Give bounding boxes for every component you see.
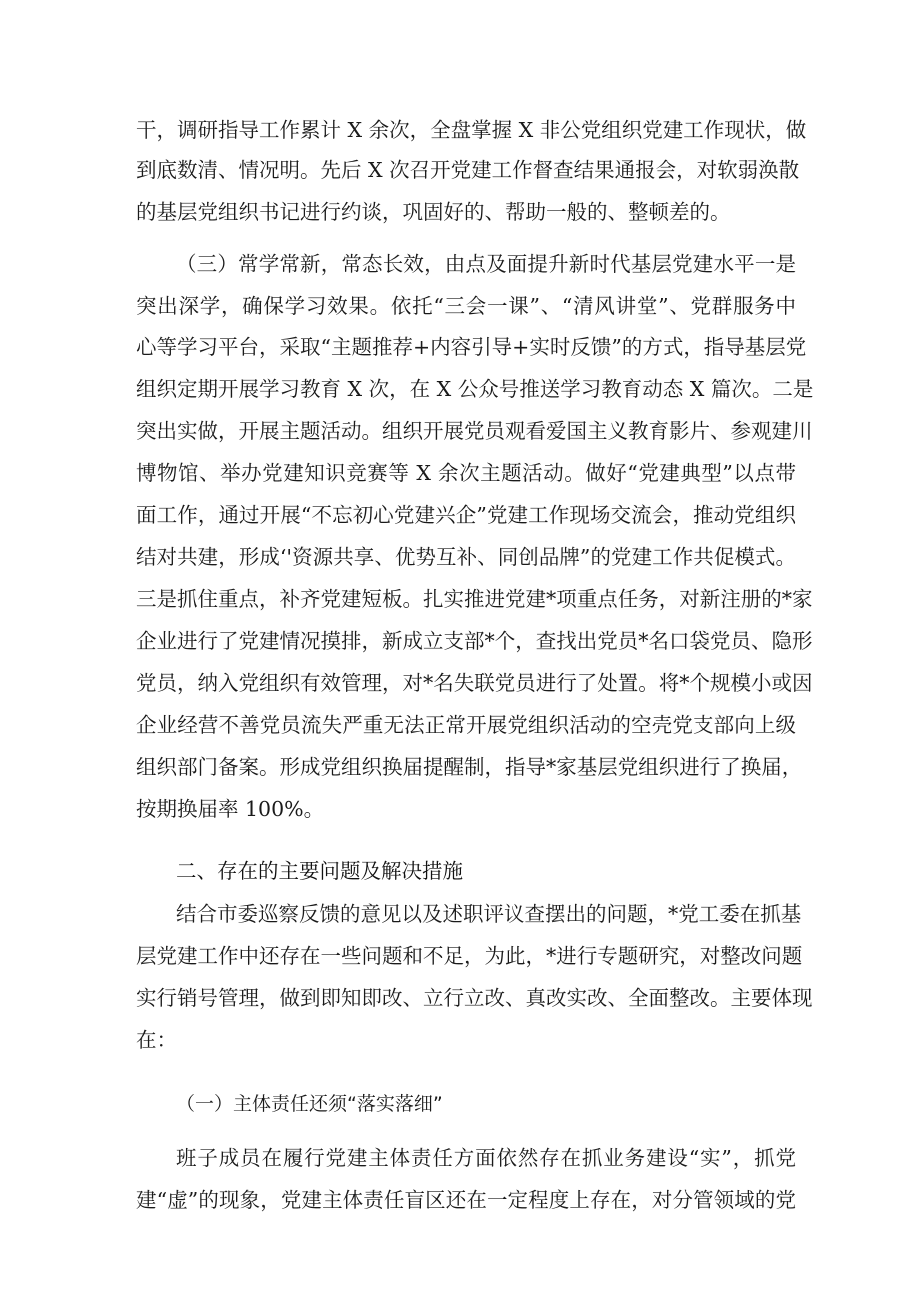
paragraph-line: 的基层党组织书记进行约谈，巩固好的、帮助一般的、整顿差的。 <box>136 200 731 224</box>
paragraph-line: 企业经营不善党员流失严重无法正常开展党组织活动的空壳党支部向上级 <box>136 713 796 737</box>
paragraph-line: 组织部门备案。形成党组织换届提醒制，指导*家基层党组织进行了换届， <box>136 755 803 779</box>
paragraph-line: 在： <box>136 1028 177 1052</box>
paragraph-line: 组织定期开展学习教育 X 次，在 X 公众号推送学习教育动态 X 篇次。二是 <box>136 377 814 401</box>
paragraph-line: 班子成员在履行党建主体责任方面依然存在抓业务建设“实”，抓党 <box>176 1146 796 1170</box>
paragraph-line: 党员，纳入党组织有效管理，对*名失联党员进行了处置。将*个规模小或因 <box>136 671 813 695</box>
paragraph-line: 突出实做，开展主题活动。组织开展党员观看爱国主义教育影片、参观建川 <box>136 419 813 443</box>
subsection-heading: （一）主体责任还须“落实落细” <box>176 1093 443 1115</box>
paragraph-line: 实行销号管理，做到即知即改、立行立改、真改实改、全面整改。主要体现 <box>136 986 813 1010</box>
section-heading: 二、存在的主要问题及解决措施 <box>176 859 463 883</box>
paragraph-line: 结对共建，形成‘'资源共享、优势互补、同创品牌”的党建工作共促模式。 <box>136 545 796 569</box>
paragraph-line: 三是抓住重点，补齐党建短板。扎实推进党建*项重点任务，对新注册的*家 <box>136 587 813 611</box>
paragraph-line: 企业进行了党建情况摸排，新成立支部*个，查找出党员*名口袋党员、隐形 <box>136 629 813 653</box>
paragraph-line: 心等学习平台，采取“主题推荐+内容引导+实时反馈”的方式，指导基层党 <box>136 335 807 359</box>
paragraph-line: 结合市委巡察反馈的意见以及述职评议查摆出的问题，*党工委在抓基 <box>176 902 802 926</box>
paragraph-line: 博物馆、举办党建知识竞赛等 X 余次主题活动。做好“党建典型”以点带 <box>136 461 796 485</box>
paragraph-line: （三）常学常新，常态长效，由点及面提升新时代基层党建水平一是 <box>176 252 796 276</box>
paragraph-line: 建“虚”的现象，党建主体责任盲区还在一定程度上存在，对分管领域的党 <box>136 1188 796 1212</box>
paragraph-line: 到底数清、情况明。先后 X 次召开党建工作督查结果通报会，对软弱涣散 <box>136 158 800 182</box>
paragraph-line: 突出深学，确保学习效果。依托“三会一课”、“清风讲堂”、党群服务中 <box>136 294 796 318</box>
paragraph-line: 面工作，通过开展“不忘初心党建兴企”党建工作现场交流会，推动党组织 <box>136 503 796 527</box>
paragraph-line: 按期换届率 100%。 <box>136 797 325 821</box>
paragraph-line: 干，调研指导工作累计 X 余次，全盘掌握 X 非公党组织党建工作现状，做 <box>136 118 807 142</box>
paragraph-line: 层党建工作中还存在一些问题和不足，为此，*进行专题研究，对整改问题 <box>136 944 803 968</box>
